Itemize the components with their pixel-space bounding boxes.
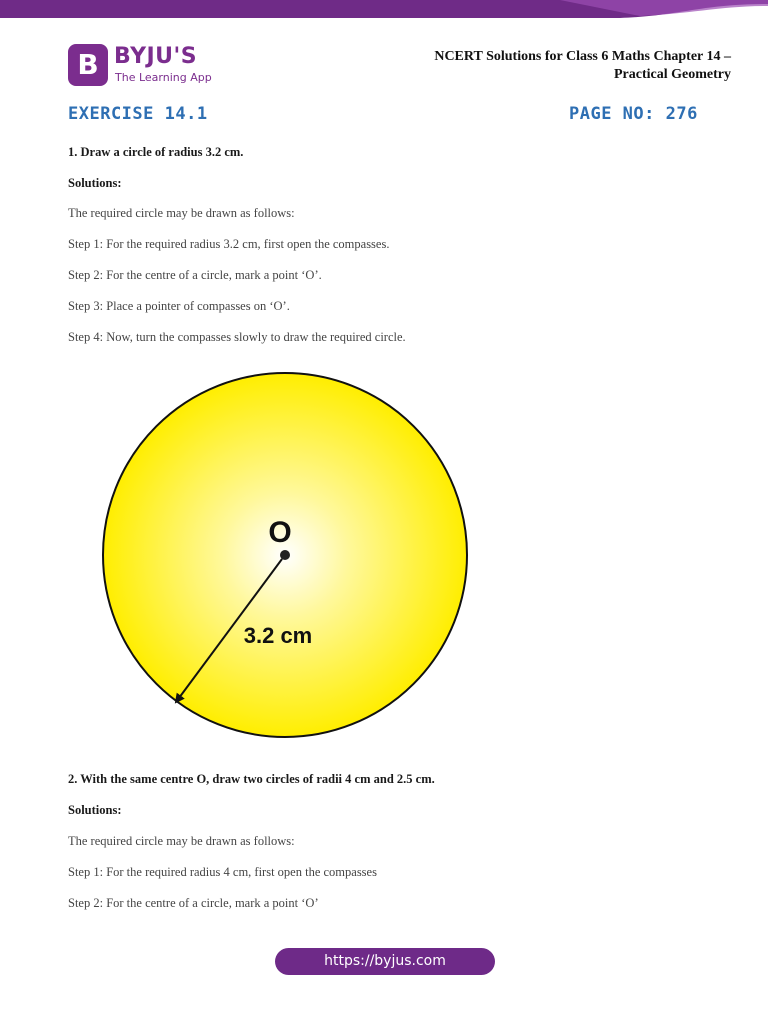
document-title [351,48,731,84]
q1-step-3: Step 3: Place a pointer of compasses on ‘O’. [68,299,290,313]
footer-url-link[interactable]: https://byjus.com [275,948,495,975]
page-number-heading: PAGE NO: 276 [569,104,698,124]
solutions-label-2: Solutions: [68,803,122,817]
brand-tagline: The Learning App [115,71,212,84]
q2-step-2: Step 2: For the centre of a circle, mark a point ‘O’ [68,896,319,910]
brand-name: BYJU'S [114,44,198,69]
question-2: 2. With the same centre O, draw two circles of radii 4 cm and 2.5 cm. [68,772,435,786]
byjus-logo[interactable] [68,44,228,88]
q1-step-4: Step 4: Now, turn the compasses slowly to draw the required circle. [68,330,406,344]
document-title-line-2: Practical Geometry [614,67,731,82]
radius-label: 3.2 cm [243,623,313,648]
exercise-heading: EXERCISE 14.1 [68,104,208,124]
q1-step-2: Step 2: For the centre of a circle, mark a point ‘O’. [68,268,322,282]
logo-letter: B [77,48,99,81]
q2-step-1: Step 1: For the required radius 4 cm, first open the compasses [68,865,377,879]
center-point [280,550,290,560]
solutions-label-1: Solutions: [68,176,122,190]
center-label: O [268,516,292,549]
circle-figure [68,362,508,754]
top-banner [0,0,768,22]
q1-step-1: Step 1: For the required radius 3.2 cm, first open the compasses. [68,237,390,251]
solution-intro-1: The required circle may be drawn as follows: [68,206,295,220]
document-title-line-1: NCERT Solutions for Class 6 Maths Chapter 14 – [434,49,731,64]
solution-intro-2: The required circle may be drawn as follows: [68,834,295,848]
question-1: 1. Draw a circle of radius 3.2 cm. [68,145,244,159]
